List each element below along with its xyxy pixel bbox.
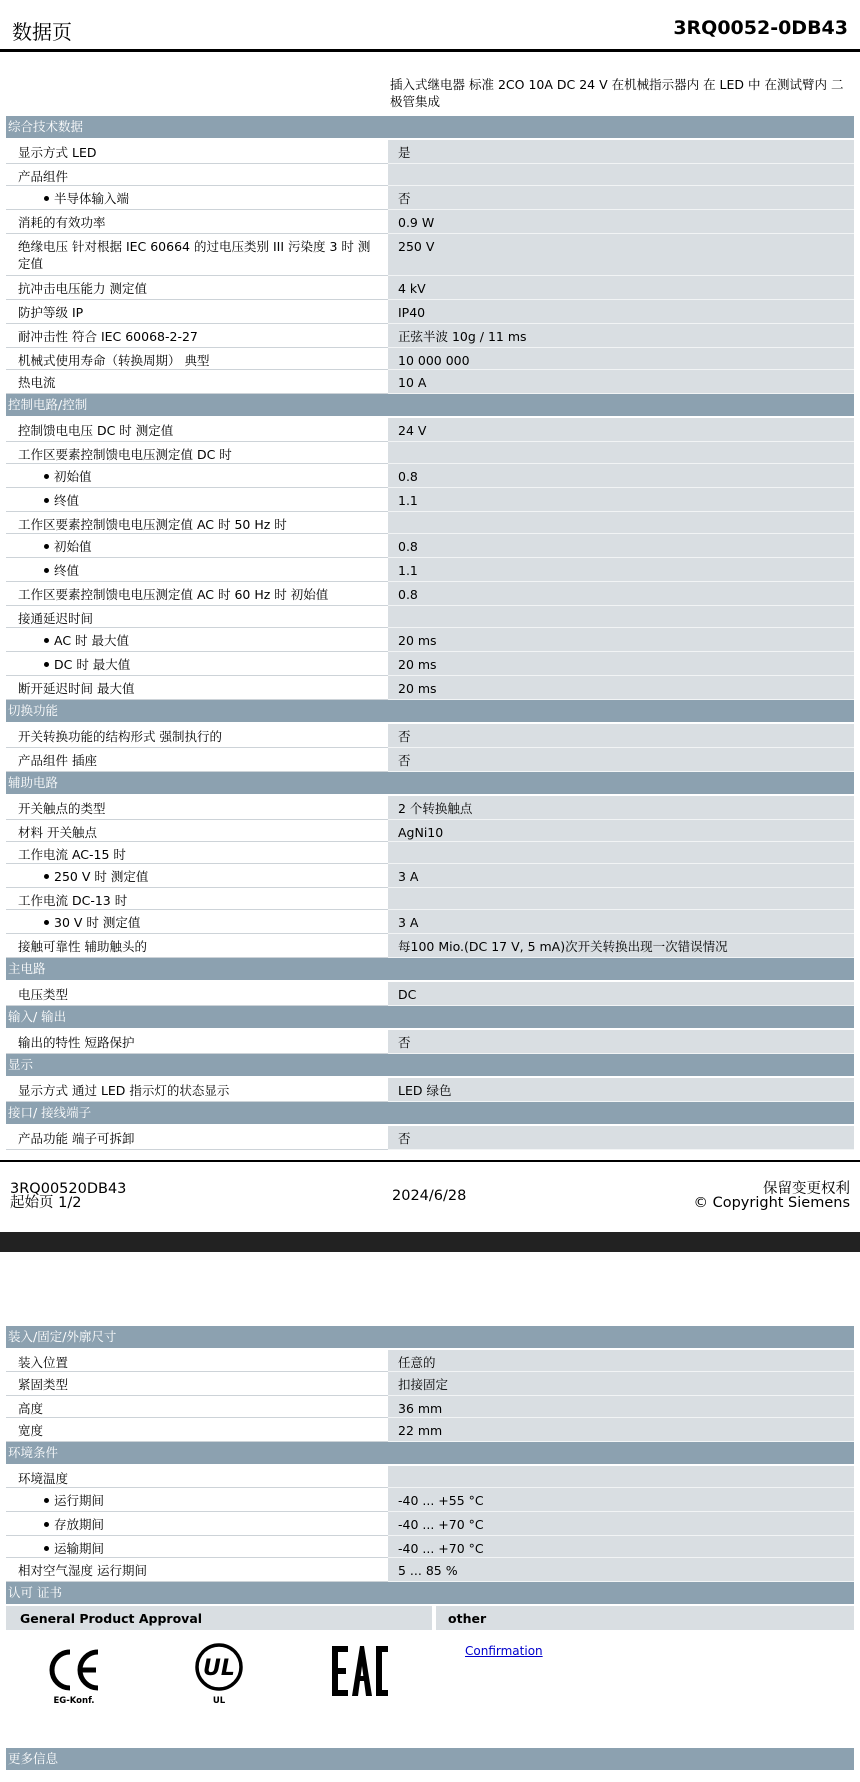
bullet-icon (44, 1522, 49, 1527)
ul-mark-icon (194, 1642, 244, 1706)
section-header-interfaces: 接口/ 接线端子 (6, 1102, 854, 1124)
bullet-icon (44, 498, 49, 503)
table-row: 终值 1.1 (6, 558, 854, 582)
table-row: DC 时 最大值 20 ms (6, 652, 854, 676)
svg-text:UL: UL (203, 1656, 235, 1681)
bullet-icon (44, 568, 49, 573)
table-row: 工作电流 AC-15 时 (6, 842, 854, 864)
table-row: 防护等级 IP IP40 (6, 300, 854, 324)
section-header-ambient-conditions: 环境条件 (6, 1442, 854, 1464)
table-row: 30 V 时 测定值 3 A (6, 910, 854, 934)
table-row: 断开延迟时间 最大值 20 ms (6, 676, 854, 700)
bullet-icon (44, 544, 49, 549)
approval-col-other: other (436, 1606, 854, 1630)
table-row: 热电流 10 A (6, 370, 854, 394)
bullet-icon (44, 874, 49, 879)
spec-table-page-1 (6, 116, 854, 1150)
bullet-icon (44, 196, 49, 201)
table-row: AC 时 最大值 20 ms (6, 628, 854, 652)
section-header-approvals: 认可 证书 (6, 1582, 854, 1604)
table-row: 运行期间 -40 ... +55 °C (6, 1488, 854, 1512)
spec-table-page-2 (6, 1326, 854, 1772)
bullet-icon (44, 920, 49, 925)
table-row: 工作区要素控制馈电电压测定值 AC 时 60 Hz 时 初始值 0.8 (6, 582, 854, 606)
bullet-icon (44, 1498, 49, 1503)
table-row: 开关触点的类型 2 个转换触点 (6, 796, 854, 820)
table-row: 输出的特性 短路保护 否 (6, 1030, 854, 1054)
table-row: 材料 开关触点 AgNi10 (6, 820, 854, 842)
page-header (0, 0, 860, 52)
table-row: 工作电流 DC-13 时 (6, 888, 854, 910)
section-header-auxiliary-circuit: 辅助电路 (6, 772, 854, 794)
bullet-icon (44, 662, 49, 667)
table-row: 半导体输入端 否 (6, 186, 854, 210)
approval-col-general: General Product Approval (6, 1606, 432, 1630)
table-row: 显示方式 通过 LED 指示灯的状态显示 LED 绿色 (6, 1078, 854, 1102)
table-row: 接触可靠性 辅助触头的 每100 Mio.(DC 17 V, 5 mA)次开关转换出现一次错误情况 (6, 934, 854, 958)
table-row: 控制馈电电压 DC 时 测定值 24 V (6, 418, 854, 442)
table-row: 耐冲击性 符合 IEC 60068-2-27 正弦半波 10g / 11 ms (6, 324, 854, 348)
table-row: 产品组件 插座 否 (6, 748, 854, 772)
product-code: 3RQ0052-0DB43 (673, 17, 848, 39)
table-row: 宽度 22 mm (6, 1418, 854, 1442)
ce-mark-icon (46, 1648, 102, 1706)
bullet-icon (44, 638, 49, 643)
section-header-control-circuit: 控制电路/控制 (6, 394, 854, 416)
table-row: 工作区要素控制馈电电压测定值 DC 时 (6, 442, 854, 464)
section-header-input-output: 输入/ 输出 (6, 1006, 854, 1028)
approval-logos (6, 1630, 854, 1748)
table-row: 电压类型 DC (6, 982, 854, 1006)
table-row: 抗冲击电压能力 测定值 4 kV (6, 276, 854, 300)
table-row: 环境温度 (6, 1466, 854, 1488)
footer-rights: 保留变更权利 (763, 1181, 850, 1197)
approvals-header-row (6, 1606, 854, 1630)
table-row: 初始值 0.8 (6, 534, 854, 558)
section-header-more-info: 更多信息 (6, 1748, 854, 1770)
ce-mark-label: EG-Konf. (53, 1696, 95, 1706)
table-row: 消耗的有效功率 0.9 W (6, 210, 854, 234)
table-row: 存放期间 -40 ... +70 °C (6, 1512, 854, 1536)
footer-product-code: 3RQ00520DB43 (10, 1181, 127, 1197)
confirmation-link[interactable]: Confirmation (465, 1644, 543, 1658)
footer-page-number: 起始页 1/2 (10, 1195, 82, 1211)
eac-mark-icon (330, 1644, 390, 1702)
section-header-switching: 切换功能 (6, 700, 854, 722)
section-header-general: 综合技术数据 (6, 116, 854, 138)
table-row: 紧固类型 扣接固定 (6, 1372, 854, 1396)
table-row: 产品功能 端子可拆卸 否 (6, 1126, 854, 1150)
table-row: 机械式使用寿命（转换周期） 典型 10 000 000 (6, 348, 854, 370)
table-row: 初始值 0.8 (6, 464, 854, 488)
table-row: 运输期间 -40 ... +70 °C (6, 1536, 854, 1558)
table-row: 终值 1.1 (6, 488, 854, 512)
table-row: 显示方式 LED 是 (6, 140, 854, 164)
table-row: 高度 36 mm (6, 1396, 854, 1418)
table-row: 250 V 时 测定值 3 A (6, 864, 854, 888)
footer-date: 2024/6/28 (392, 1188, 467, 1204)
section-header-mounting: 装入/固定/外廓尺寸 (6, 1326, 854, 1348)
ul-mark-label: UL (212, 1696, 226, 1706)
section-header-main-circuit: 主电路 (6, 958, 854, 980)
table-row: 装入位置 任意的 (6, 1350, 854, 1372)
datasheet-page-2 (0, 1252, 860, 1782)
page-title: 数据页 (12, 20, 72, 44)
page-separator (0, 1232, 860, 1252)
product-description: 插入式继电器 标准 2CO 10A DC 24 V 在机械指示器内 在 LED 中 在测试臂内 二极管集成 (390, 77, 844, 109)
page-footer (0, 1160, 860, 1232)
table-row: 相对空气湿度 运行期间 5 ... 85 % (6, 1558, 854, 1582)
table-row: 接通延迟时间 (6, 606, 854, 628)
footer-copyright: © Copyright Siemens (693, 1195, 850, 1211)
table-row: 绝缘电压 针对根据 IEC 60664 的过电压类别 III 污染度 3 时 测定值 250 V (6, 234, 854, 276)
section-header-display: 显示 (6, 1054, 854, 1076)
table-row: 开关转换功能的结构形式 强制执行的 否 (6, 724, 854, 748)
bullet-icon (44, 1546, 49, 1551)
table-row: 产品组件 (6, 164, 854, 186)
bullet-icon (44, 474, 49, 479)
table-row: 工作区要素控制馈电电压测定值 AC 时 50 Hz 时 (6, 512, 854, 534)
